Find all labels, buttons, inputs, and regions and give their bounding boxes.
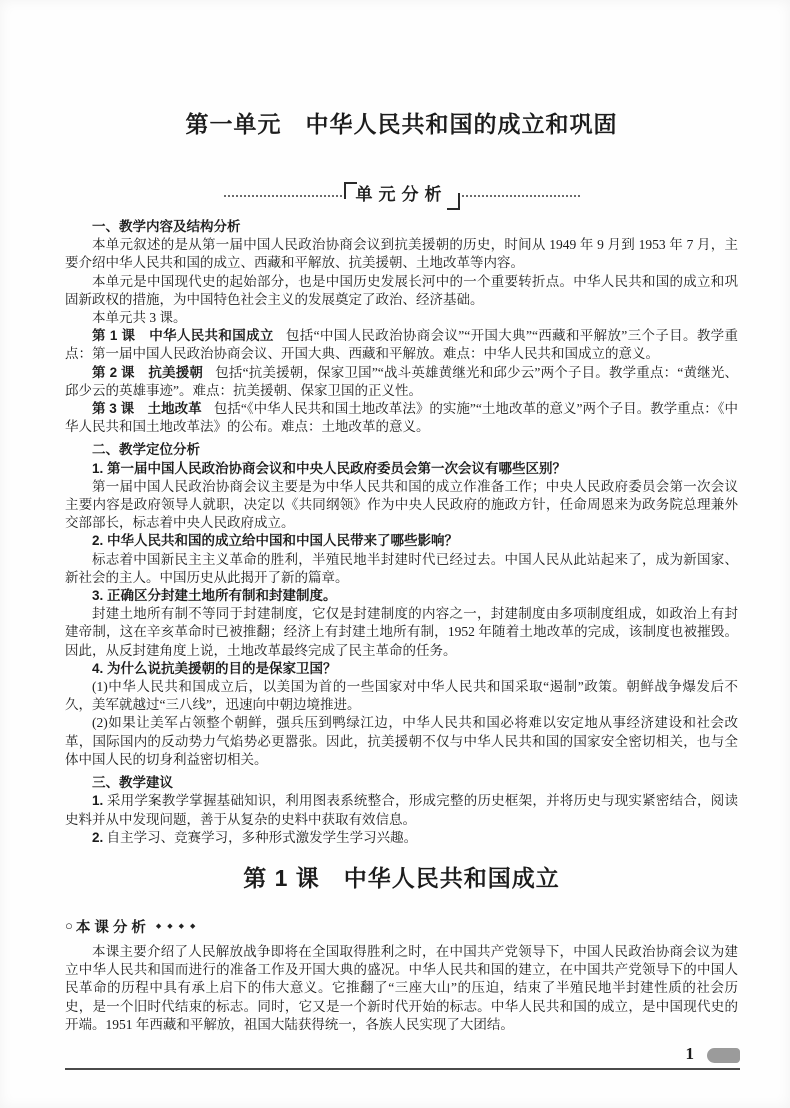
dotted-line-left (224, 195, 342, 197)
lesson-1-summary (65, 327, 738, 363)
lesson-intro-paragraph: 本课主要介绍了人民解放战争即将在全国取得胜利之时，在中国共产党领导下，中国人民政治协商会议为建立中华人民共和国而进行的准备工作及开国大典的盛况。中华人民共和国的建立，在中国共产党领导下的中国人民革命的历程中具有承上启下的伟大意义。它推翻了“三座大山”的压迫，结束了半殖民地半封建性质的社会历史，是一个旧时代结束的标志。同时，它又是一个新时代开始的标志。中华人民共和国的成立，是中国现代史的开端。1951 年西藏和平解放，祖国大陆获得统一，各族人民实现了大团结。 (65, 943, 738, 1032)
answer-4-part-1: (1)中华人民共和国成立后，以美国为首的一些国家对中华人民共和国采取“遏制”政策。朝鲜战争爆发后不久，美军就越过“三八线”，迅速向中朝边境推进。 (65, 679, 738, 713)
lesson-1-text: 包括“中国人民政治协商会议”“开国大典”“西藏和平解放”三个子目。教学重点：第一届中国人民政治协商会议、开国大典、西藏和平解放。难点：中华人民共和国成立的意义。 (65, 328, 738, 362)
answer-2: 标志着中国新民主主义革命的胜利，半殖民地半封建时代已经过去。中国人民从此站起来了，成为新国家、新社会的主人。中国历史从此揭开了新的篇章。 (65, 551, 738, 585)
corner-bracket-top-left-icon (344, 182, 357, 199)
lesson-analysis-label: 本课分析 (75, 919, 150, 936)
unit-title: 第一单元 中华人民共和国的成立和巩固 (185, 111, 618, 137)
unit-analysis-label (344, 182, 460, 210)
section-heading-positioning: 二、教学定位分析 (92, 442, 200, 458)
lesson-3-label: 第 3 课 土地改革 (92, 401, 202, 417)
lesson-title: 第 1 课 中华人民共和国成立 (243, 864, 560, 891)
circle-icon: ○ (65, 918, 73, 934)
lesson-analysis-banner (65, 916, 738, 937)
lesson-1-label: 第 1 课 中华人民共和国成立 (92, 328, 274, 344)
unit-analysis-text: 单元分析 (355, 185, 448, 204)
question-1: 1. 第一届中国人民政治协商会议和中央人民政府委员会第一次会议有哪些区别？ (92, 460, 567, 476)
question-2: 2. 中华人民共和国的成立给中国和中国人民带来了哪些影响？ (92, 533, 459, 549)
answer-4-part-2: (2)如果让美军占领整个朝鲜，强兵压到鸭绿江边，中华人民共和国必将难以安定地从事经济建设和社会改革，国际国内的反动势力气焰势必更嚣张。因此，抗美援朝不仅与中华人民共和国的国家安全密切相关，也与全体中国人民的切身利益密切相关。 (65, 715, 738, 767)
suggestion-1-text: 采用学案教学掌握基础知识，利用图表系统整合，形成完整的历史框架，并将历史与现实紧密结合，阅读史料并从中发现问题，善于从复杂的史料中获取有效信息。 (65, 793, 739, 827)
unit-analysis-banner (65, 182, 738, 210)
footer-rule (65, 1068, 740, 1070)
lesson-2-text: 包括“抗美援朝，保家卫国”“战斗英雄黄继光和邱少云”两个子目。教学重点：“黄继光、邱少云的英雄事迹”。难点：抗美援朝、保家卫国的正义性。 (65, 364, 738, 398)
answer-1: 第一届中国人民政治协商会议主要是为中华人民共和国的成立作准备工作；中央人民政府委员会第一次会议主要内容是政府领导人就职，决定以《共同纲领》作为中央人民政府的施政方针，任命周恩来为政务院总理兼外交部部长，标志着中央人民政府成立。 (65, 478, 738, 531)
suggestion-1-number: 1. (92, 793, 104, 809)
lesson-2-summary (65, 364, 738, 400)
dots-icon: ◆◆◆◆ (155, 923, 202, 931)
page-footer (0, 1038, 790, 1108)
section-heading-suggestions: 三、教学建议 (92, 775, 173, 791)
lesson-2-label: 第 2 课 抗美援朝 (92, 364, 204, 380)
question-4: 4. 为什么说抗美援朝的目的是保家卫国？ (92, 660, 337, 676)
paragraph: 本单元叙述的是从第一届中国人民政治协商会议到抗美援朝的历史，时间从 1949 年 9 月到 1953 年 7 月，主要介绍中华人民共和国的成立、西藏和平解放、抗美援朝、土地改革等内容。 (65, 237, 738, 271)
question-3: 3. 正确区分封建土地所有制和封建制度。 (92, 588, 337, 604)
section-heading-content-structure: 一、教学内容及结构分析 (92, 219, 241, 234)
paragraph: 本单元共 3 课。 (92, 310, 187, 326)
page-number: 1 (685, 1044, 694, 1063)
suggestion-2-text: 自主学习、竞赛学习，多种形式激发学生学习兴趣。 (106, 829, 418, 845)
answer-3: 封建土地所有制不等同于封建制度，它仅是封建制度的内容之一，封建制度由多项制度组成，如政治上有封建帝制，这在辛亥革命时已被推翻；经济上有封建土地所有制，1952 年随着土地改革的完成，该制度也被摧毁。因此，从反封建角度上说，土地改革最终完成了民主革命的任务。 (65, 606, 738, 658)
paragraph: 本单元是中国现代史的起始部分，也是中国历史发展长河中的一个重要转折点。中华人民共和国的成立和巩固新政权的措施，为中国特色社会主义的发展奠定了政治、经济基础。 (65, 273, 738, 307)
suggestion-2-number: 2. (92, 829, 104, 845)
lesson-3-text: 包括“《中华人民共和国土地改革法》的实施”“土地改革的意义”两个子目。教学重点：《中华人民共和国土地改革法》的公布。难点：土地改革的意义。 (65, 401, 738, 435)
suggestion-1 (65, 792, 738, 828)
page-tab-marker-icon (707, 1048, 740, 1063)
dotted-line-right (462, 195, 580, 197)
lesson-3-summary (65, 400, 738, 436)
suggestion-2 (65, 829, 738, 847)
corner-bracket-bottom-right-icon (447, 193, 460, 210)
